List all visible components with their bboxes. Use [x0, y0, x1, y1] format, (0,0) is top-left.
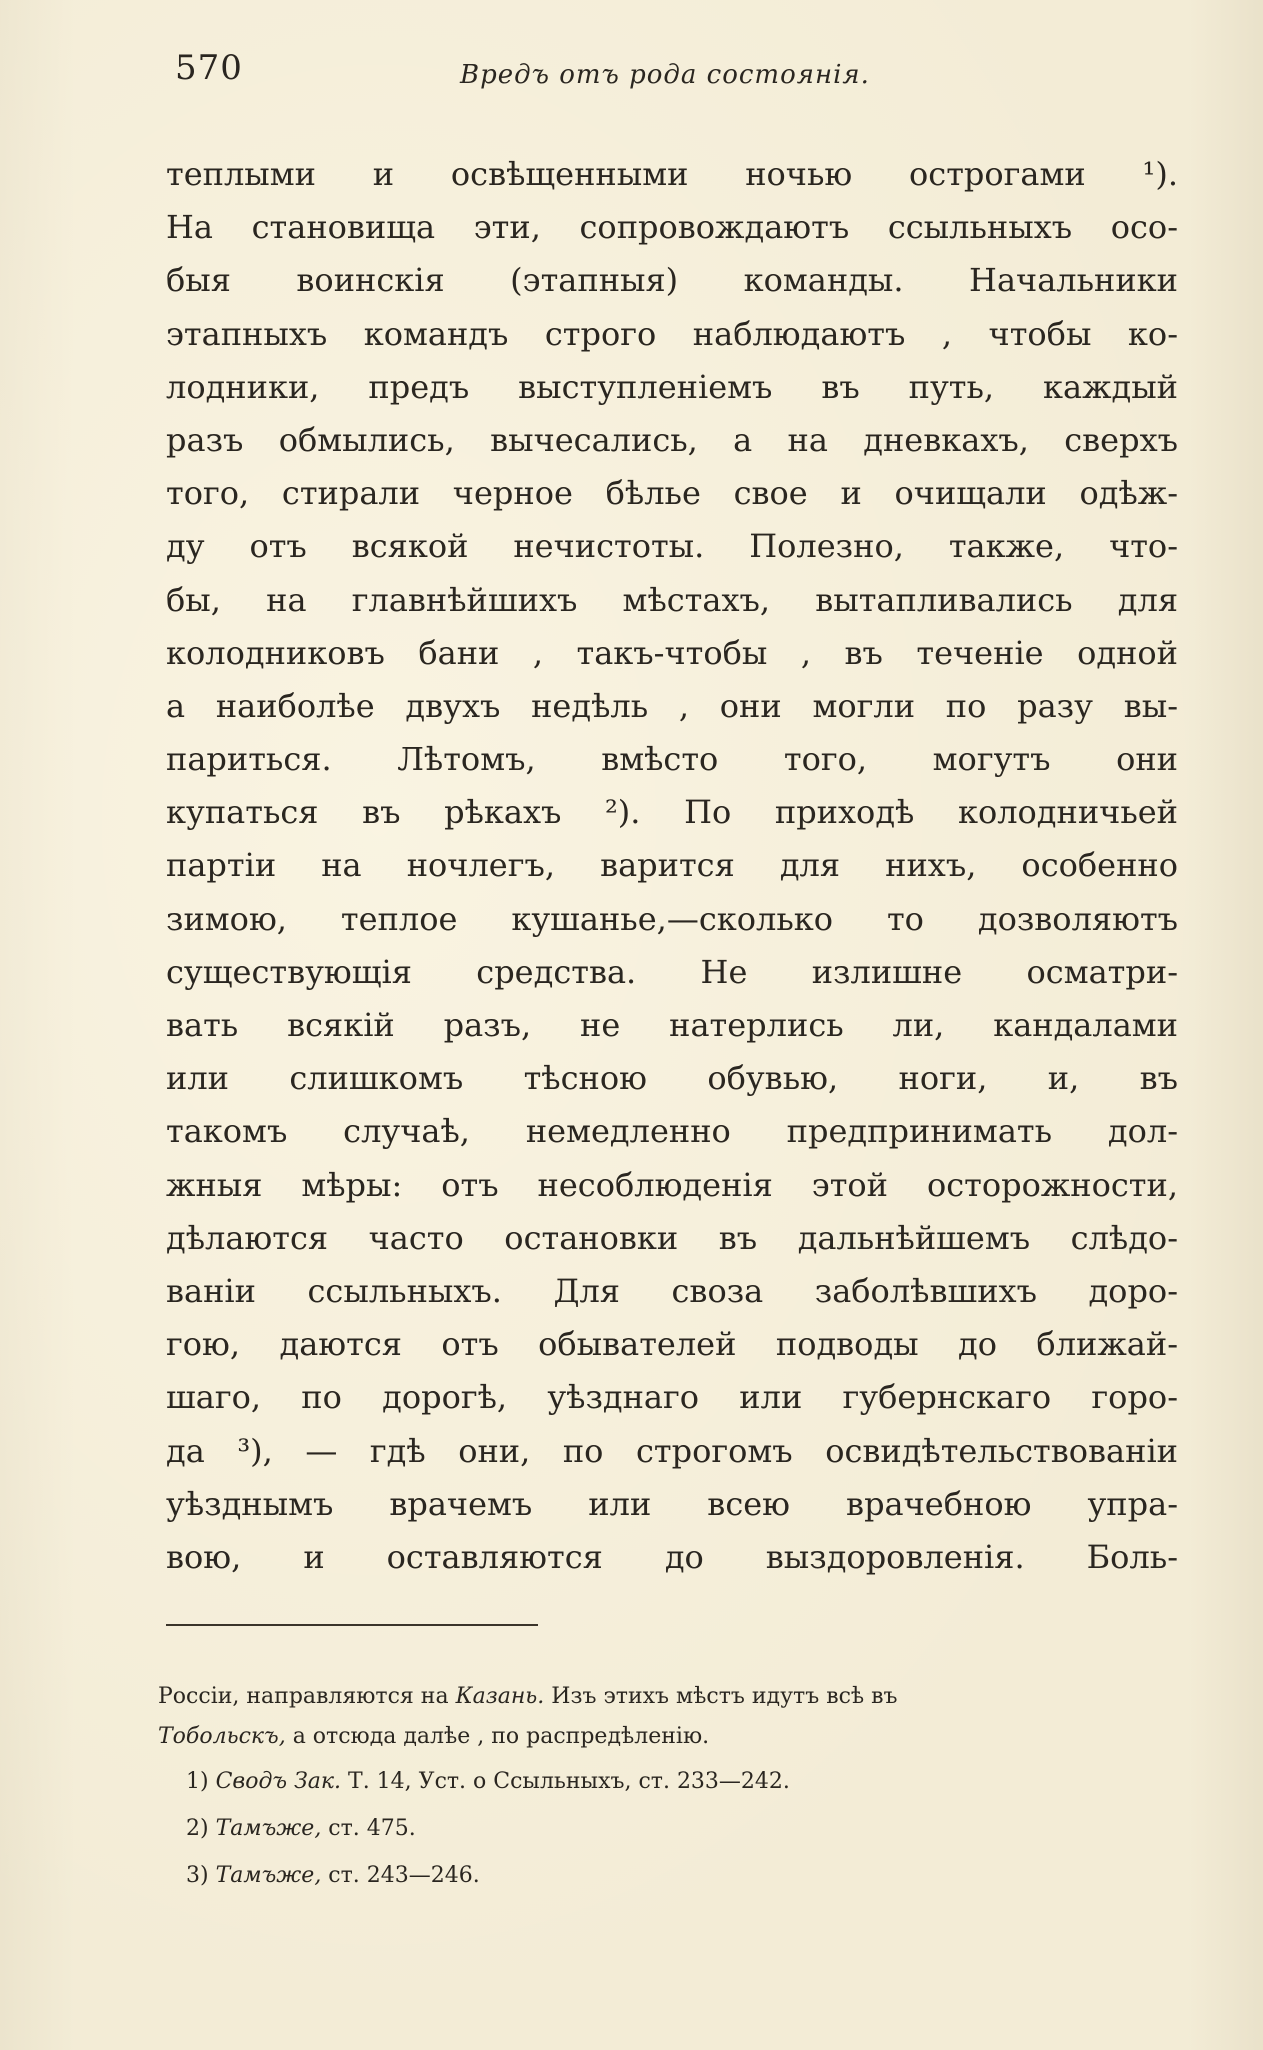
text-line: ду отъ всякой нечистоты. Полезно, также, что-: [166, 527, 1178, 566]
footnote-source: Тамъже,: [215, 1863, 322, 1888]
text-line: колодниковъ бани , такъ-чтобы , въ теченіе одной: [166, 633, 1178, 672]
footnote-continuation-line: [158, 1678, 1188, 1718]
text-line: зимою, теплое кушанье,—сколько то дозволяютъ: [166, 899, 1178, 938]
text-line: лодники, предъ выступленіемъ въ путь, каждый: [166, 367, 1178, 406]
footnote-place-name: Тобольскъ,: [158, 1724, 286, 1749]
text-line: уѣзднымъ врачемъ или всею врачебною упра-: [166, 1484, 1178, 1523]
footnote-reference: Т. 14, Уст. о Ссыльныхъ, ст. 233—242.: [341, 1769, 790, 1794]
footnote-divider: [166, 1624, 538, 1626]
text-line: а наиболѣе двухъ недѣль , они могли по разу вы-: [166, 686, 1178, 725]
text-line: партіи на ночлегъ, варится для нихъ, особенно: [166, 846, 1178, 885]
footnote-source: Тамъже,: [215, 1816, 322, 1841]
footnote-reference: ст. 243—246.: [321, 1863, 480, 1888]
text-line: существующія средства. Не излишне осматри-: [166, 952, 1178, 991]
text-line: ваніи ссыльныхъ. Для своза заболѣвшихъ доро-: [166, 1271, 1178, 1310]
footnote-2: [158, 1805, 1188, 1852]
text-line: такомъ случаѣ, немедленно предпринимать дол-: [166, 1112, 1178, 1151]
footnote-mark: 3): [186, 1863, 209, 1888]
text-line: париться. Лѣтомъ, вмѣсто того, могутъ они: [166, 740, 1178, 779]
footnote-reference: ст. 475.: [321, 1816, 416, 1841]
footnotes: [158, 1678, 1188, 1899]
text-line: разъ обмылись, вычесались, а на дневкахъ, сверхъ: [166, 420, 1178, 459]
text-line: или слишкомъ тѣсною обувью, ноги, и, въ: [166, 1059, 1178, 1098]
main-text: [166, 148, 1178, 1584]
text-line: вою, и оставляются до выздоровленія. Боль-: [166, 1537, 1178, 1576]
text-line: вать всякій разъ, не натерлись ли, кандалами: [166, 1006, 1178, 1044]
page-header: [0, 48, 1263, 98]
footnote-3: [158, 1852, 1188, 1899]
running-head: Вредъ отъ рода состоянія.: [460, 60, 870, 90]
footnote-text: а отсюда далѣе , по распредѣленію.: [285, 1724, 710, 1749]
text-line: бы, на главнѣйшихъ мѣстахъ, вытапливались для: [166, 580, 1178, 619]
text-line: гою, даются отъ обывателей подводы до ближай-: [166, 1325, 1178, 1364]
footnote-place-name: Казань.: [455, 1684, 545, 1709]
text-line: теплыми и освѣщенными ночью острогами ¹).: [166, 155, 1178, 193]
footnote-continuation-line: [158, 1718, 1188, 1758]
footnote-text: Россіи, направляются на: [158, 1684, 456, 1709]
page-number: 570: [175, 48, 243, 88]
footnote-source: Сводъ Зак.: [215, 1769, 342, 1794]
text-line: этапныхъ командъ строго наблюдаютъ , чтобы ко-: [166, 314, 1178, 353]
text-line: На становища эти, сопровождаютъ ссыльныхъ осо-: [166, 208, 1178, 247]
footnote-mark: 2): [186, 1816, 209, 1841]
text-line: дѣлаются часто остановки въ дальнѣйшемъ слѣдо-: [166, 1218, 1178, 1257]
text-line: да ³), — гдѣ они, по строгомъ освидѣтельствованіи: [166, 1431, 1178, 1470]
footnote-1: [158, 1758, 1188, 1805]
text-line: купаться въ рѣкахъ ²). По приходѣ колодничьей: [166, 793, 1178, 832]
footnote-mark: 1): [186, 1769, 209, 1794]
footnote-text: Изъ этихъ мѣстъ идутъ всѣ въ: [544, 1684, 898, 1709]
text-line: шаго, по дорогѣ, уѣзднаго или губернскаго горо-: [166, 1378, 1178, 1417]
text-line: быя воинскія (этапныя) команды. Начальники: [166, 261, 1178, 300]
text-line: того, стирали черное бѣлье свое и очищали одѣж-: [166, 474, 1178, 513]
text-line: жныя мѣры: отъ несоблюденія этой осторожности,: [166, 1165, 1178, 1204]
